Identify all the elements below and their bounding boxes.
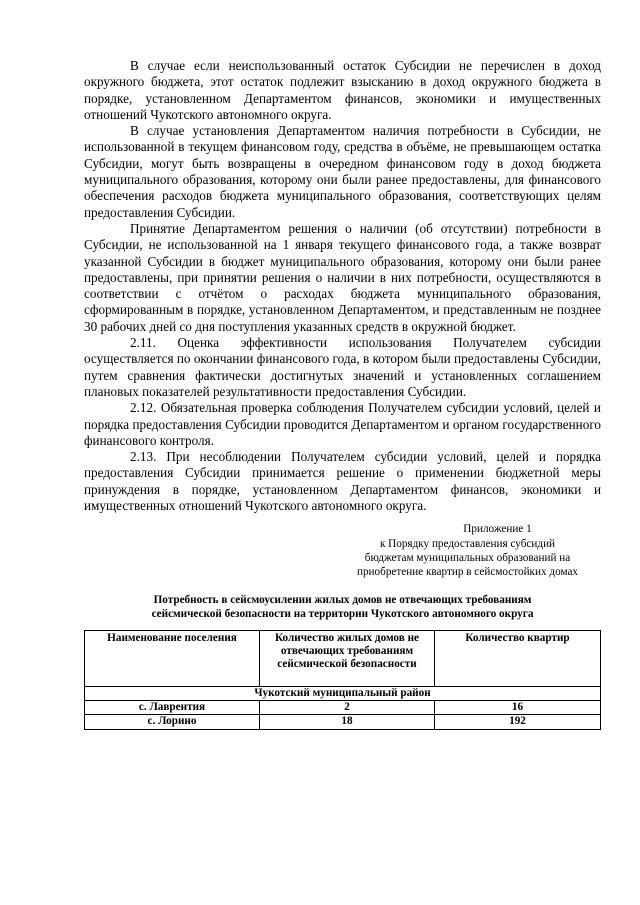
paragraph-2-13: 2.13. При несоблюдении Получателем субсидии условий, целей и порядка предоставления Субсидии принимается решение о применении бюджетной меры принуждения в порядке, установленном Департаментом финансов, экономики и имущественных отношений Чукотского автономного округа.: [84, 449, 601, 514]
table-row: [85, 715, 601, 729]
header-houses: Количество жилых домов не отвечающих требованиям сейсмической безопасности: [260, 630, 435, 686]
paragraph-need-established: В случае установления Департаментом наличия потребности в Субсидии, не использованной в текущем финансовом году, средства в объёме, не превышающем остатка Субсидии, могут быть возвращены в очередном финансовом году в доход бюджета муниципального образования, которому они были ранее предоставлены, для финансового обеспечения расходов бюджета муниципального образования, соответствующих целям предоставления Субсидии.: [84, 123, 601, 220]
appendix-line-1: к Порядку предоставления субсидий: [379, 537, 556, 550]
document-page: [84, 58, 601, 730]
header-settlement: Наименование поселения: [85, 630, 260, 686]
header-apartments: Количество квартир: [435, 630, 601, 686]
seismic-need-table: [84, 630, 601, 730]
group-district: Чукотский муниципальный район: [85, 686, 601, 700]
paragraph-unused-balance: В случае если неиспользованный остаток Субсидии не перечислен в доход окружного бюджета, этот остаток подлежит взысканию в доход окружного бюджета в порядке, установленном Департаментом финансов, экономики и имущественных отношений Чукотского автономного округа.: [84, 58, 601, 122]
cell-settlement: с. Лаврентия: [85, 700, 260, 714]
appendix-line-2: бюджетам муниципальных образований на: [364, 551, 571, 564]
cell-apartments: 16: [435, 700, 601, 714]
paragraph-2-12: 2.12. Обязательная проверка соблюдения Получателем субсидии условий, целей и порядка предоставления Субсидии проводится Департаментом и органом государственного финансового контроля.: [84, 400, 601, 448]
table-title-line-1: Потребность в сейсмоусилении жилых домов не отвечающих требованиям: [153, 594, 532, 607]
cell-houses: 2: [260, 700, 435, 714]
appendix-header: [334, 522, 601, 579]
table-header-row: [85, 630, 601, 686]
cell-houses: 18: [260, 715, 435, 729]
table-group-row: [85, 686, 601, 700]
table-title-line-2: сейсмической безопасности на территории Чукотского автономного округа: [151, 608, 534, 621]
cell-apartments: 192: [435, 715, 601, 729]
table-title: [84, 593, 601, 621]
paragraph-2-11: 2.11. Оценка эффективности использования Получателем субсидии осуществляется по окончании финансового года, в котором были предоставлены Субсидии, путем сравнения фактически достигнутых значений и установленных соглашением плановых показателей результативности предоставления Субсидии.: [84, 335, 601, 399]
paragraph-decision: Принятие Департаментом решения о наличии (об отсутствии) потребности в Субсидии, не использованной на 1 января текущего финансового года, а также возврат указанной Субсидии в бюджет муниципального образования, которому они были ранее предоставлены, при принятии решения о наличии в них потребности, осуществляются в соответствии с отчётом о расходах бюджета муниципального образования, сформированным в порядке, установленном Департаментом, и представленным не позднее 30 рабочих дней со дня поступления указанных средств в окружной бюджет.: [84, 220, 601, 334]
appendix-title: Приложение 1: [463, 523, 532, 536]
table-row: [85, 700, 601, 714]
cell-settlement: с. Лорино: [85, 715, 260, 729]
appendix-line-3: приобретение квартир в сейсмостойких домах: [356, 565, 579, 578]
